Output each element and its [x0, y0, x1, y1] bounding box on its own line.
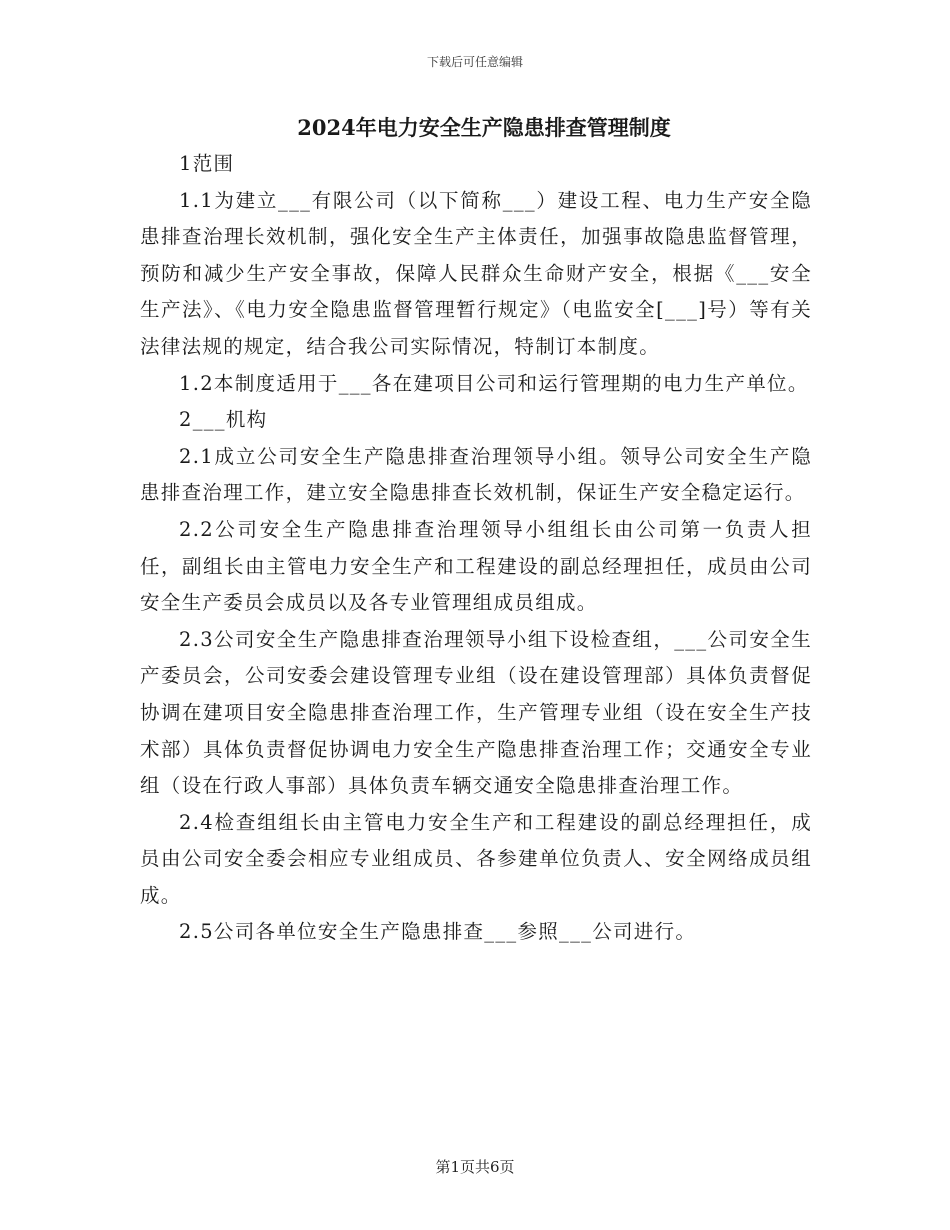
paragraph-section-1-heading: 1范围 — [179, 152, 235, 175]
paragraph-1-2: 1.2本制度适用于___各在建项目公司和运行管理期的电力生产单位。 — [179, 371, 809, 395]
paragraph-2-1: 2.1成立公司安全生产隐患排查治理领导小组。领导公司安全生产隐患排查治理工作，建立安全隐患排查长效机制，保证生产安全稳定运行。 — [140, 444, 812, 505]
page-number-footer: 第1页共6页 — [435, 1158, 515, 1176]
page-header-note: 下载后可任意编辑 — [426, 55, 523, 69]
document-body — [140, 110, 812, 951]
paragraph-2-3: 2.3公司安全生产隐患排查治理领导小组下设检查组，___公司安全生产委员会，公司安委会建设管理专业组（设在建设管理部）具体负责督促协调在建项目安全隐患排查治理工作，生产管理专业组（设在安全生产技术部）具体负责督促协调电力安全生产隐患排查治理工作；交通安全专业组（设在行政人事部）具体负责车辆交通安全隐患排查治理工作。 — [140, 627, 812, 798]
paragraph-section-2-heading: 2___机构 — [179, 408, 268, 432]
paragraph-1-1: 1.1为建立___有限公司（以下简称___）建设工程、电力生产安全隐患排查治理长效机制，强化安全生产主体责任，加强事故隐患监督管理，预防和减少生产安全事故，保障人民群众生命财产安全，根据《___安全生产法》、《电力安全隐患监督管理暂行规定》（电监安全[___]号）等有关法律法规的规定，结合我公司实际情况，特制订本制度。 — [140, 188, 812, 358]
paragraph-2-4: 2.4检查组组长由主管电力安全生产和工程建设的副总经理担任，成员由公司安全委会相应专业组成员、各参建单位负责人、安全网络成员组成。 — [140, 810, 812, 907]
paragraph-2-5: 2.5公司各单位安全生产隐患排查___参照___公司进行。 — [179, 920, 697, 944]
document-title: 2024年电力安全生产隐患排查管理制度 — [297, 115, 671, 140]
paragraph-2-2: 2.2公司安全生产隐患排查治理领导小组组长由公司第一负责人担任，副组长由主管电力安全生产和工程建设的副总经理担任，成员由公司安全生产委员会成员以及各专业管理组成员组成。 — [140, 517, 812, 615]
